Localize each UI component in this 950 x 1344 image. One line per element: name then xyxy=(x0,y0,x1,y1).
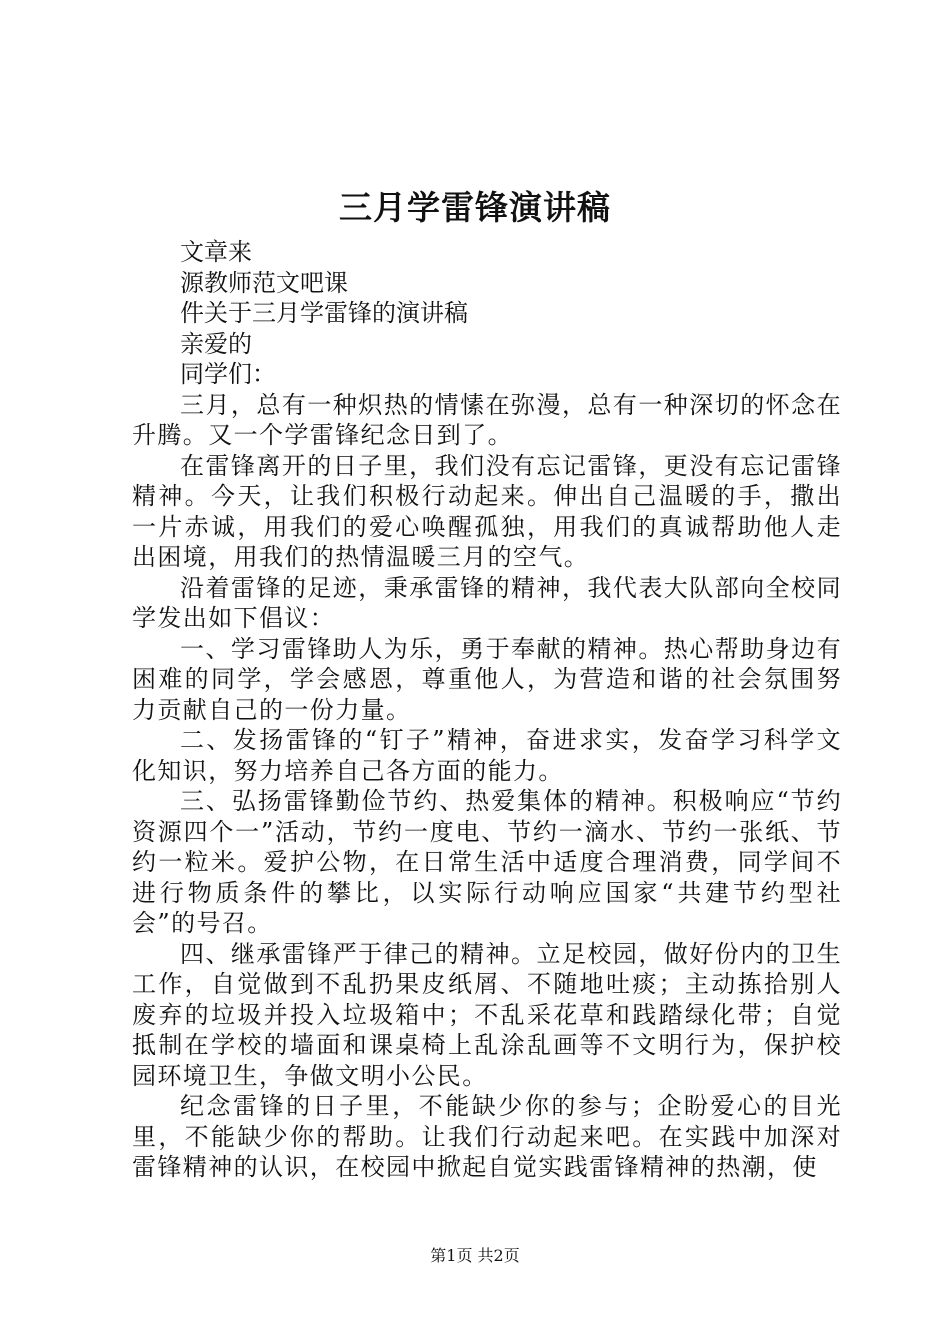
paragraph: 在雷锋离开的日子里，我们没有忘记雷锋，更没有忘记雷锋精神。今天，让我们积极行动起来。伸出自己温暖的手，撒出一片赤诚，用我们的爱心唤醒孤独，用我们的真诚帮助他人走出困境，用我们的热情温暖三月的空气。 xyxy=(132,451,842,571)
paragraph: 三月，总有一种炽热的情愫在弥漫，总有一种深切的怀念在升腾。又一个学雷锋纪念日到了。 xyxy=(132,390,842,449)
paragraph: 三、弘扬雷锋勤俭节约、热爱集体的精神。积极响应“节约资源四个一”活动，节约一度电、节约一滴水、节约一张纸、节约一粒米。爱护公物，在日常生活中适度合理消费，同学间不进行物质条件的攀比，以实际行动响应国家“共建节约型社会”的号召。 xyxy=(132,787,842,937)
header-line: 亲爱的 xyxy=(180,329,252,358)
salutation: 同学们： xyxy=(180,360,276,388)
paragraph: 沿着雷锋的足迹，秉承雷锋的精神，我代表大队部向全校同学发出如下倡议： xyxy=(132,573,842,632)
paragraph: 纪念雷锋的日子里，不能缺少你的参与；企盼爱心的目光里，不能缺少你的帮助。让我们行动起来吧。在实践中加深对雷锋精神的认识，在校园中掀起自觉实践雷锋精神的热潮，使 xyxy=(132,1092,842,1181)
header-line: 文章来 xyxy=(180,238,252,266)
header-line: 件关于三月学雷锋的演讲稿 xyxy=(180,299,468,327)
paragraph: 二、发扬雷锋的“钉子”精神，奋进求实，发奋学习科学文化知识，努力培养自己各方面的能力。 xyxy=(132,726,842,785)
document-title: 三月学雷锋演讲稿 xyxy=(339,188,611,227)
page-number-footer: 第1页 共2页 xyxy=(430,1246,520,1265)
paragraph: 四、继承雷锋严于律己的精神。立足校园，做好份内的卫生工作，自觉做到不乱扔果皮纸屑、不随地吐痰；主动拣拾别人废弃的垃圾并投入垃圾箱中；不乱采花草和践踏绿化带；自觉抵制在学校的墙面和课桌椅上乱涂乱画等不文明行为，保护校园环境卫生，争做文明小公民。 xyxy=(132,939,842,1090)
paragraph: 一、学习雷锋助人为乐，勇于奉献的精神。热心帮助身边有困难的同学，学会感恩，尊重他人，为营造和谐的社会氛围努力贡献自己的一份力量。 xyxy=(132,634,842,724)
document-body xyxy=(132,237,842,1183)
header-line: 源教师范文吧课 xyxy=(180,268,348,297)
